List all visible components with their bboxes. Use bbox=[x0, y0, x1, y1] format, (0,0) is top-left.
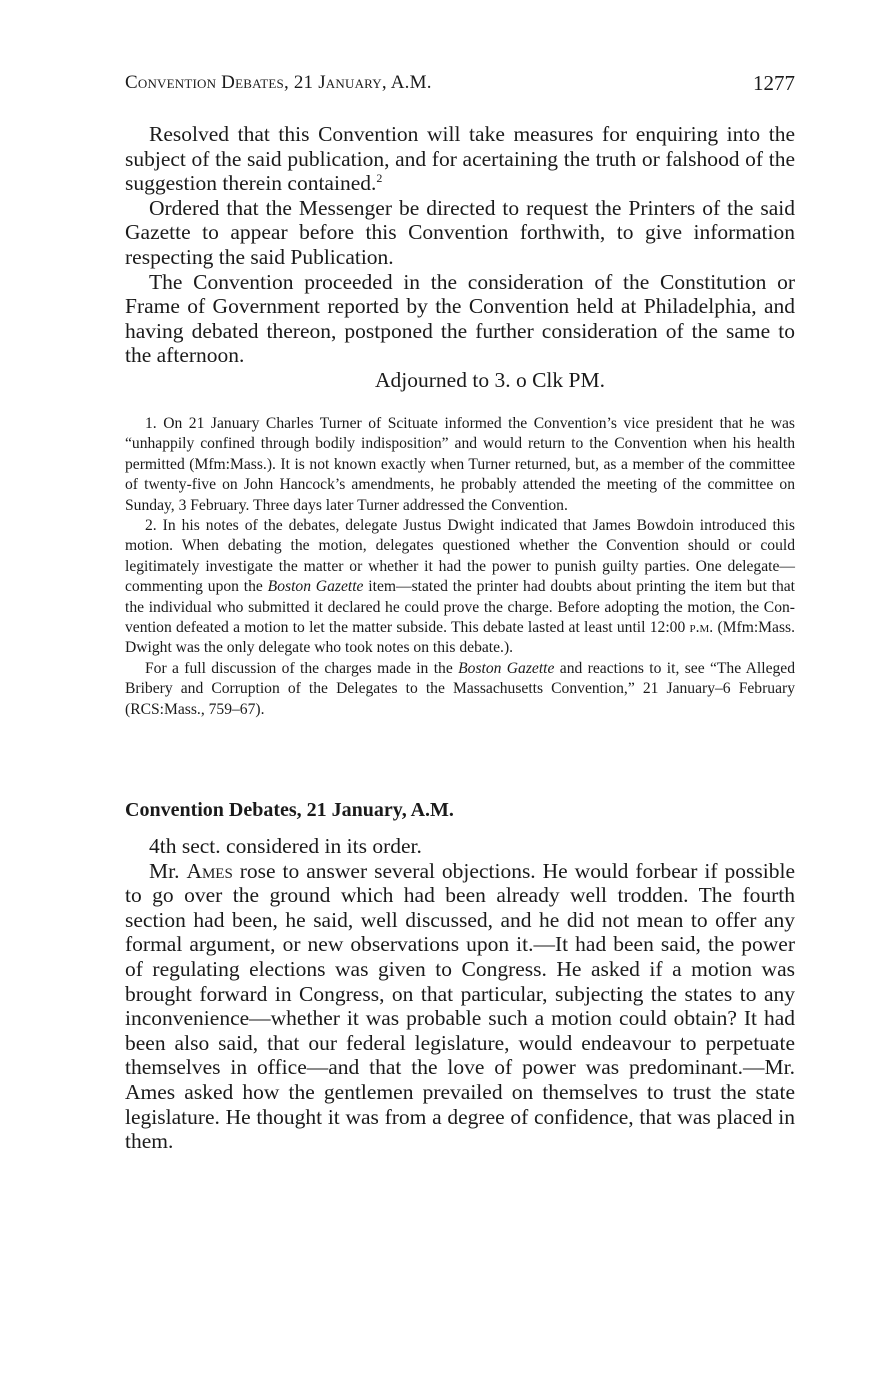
resolution-text: Resolved that this Convention will take measures for enquiring into the subject of the said publication, and for acertaining the truth or falshood of the suggestion therein contained. bbox=[125, 122, 795, 196]
footnote-3 bbox=[125, 659, 795, 720]
footnote-2 bbox=[125, 516, 795, 659]
resolution-paragraph bbox=[125, 122, 795, 196]
section-heading: Convention Debates, 21 January, A.M. bbox=[125, 799, 454, 821]
footnote-3-text-b: and reactions to it, see “The Alleged Bribery and Corruption of the Delegates to the Massachusetts Convention,” 21 January–6 February (RCS:Mass., 759–67). bbox=[125, 659, 796, 718]
speaker-name: Ames bbox=[186, 858, 233, 883]
footnote-1: 1. On 21 January Charles Turner of Scituate informed the Convention’s vice president that he was “unhappily confined through bodily indisposition” and would return to the Convention when his health permitted (Mfm:Mass.). It is not known exactly when Turner returned, but, as a member of the committee of twenty-five on John Hancock’s amendments, he probably attended the meeting of the committee on Sunday, 3 February. Three days later Turner addressed the Convention. bbox=[125, 415, 795, 514]
footnote-ref-2: 2 bbox=[376, 171, 383, 186]
footnotes bbox=[125, 414, 795, 720]
page-number: 1277 bbox=[753, 71, 795, 95]
running-head-title: Convention Debates, 21 January, A.M. bbox=[125, 72, 432, 93]
order-paragraph: Ordered that the Messenger be directed to request the Printers of the said Gazette to appear before this Convention forthwith, to give information respecting the said Publication. bbox=[125, 195, 795, 269]
debates-p2-text: rose to answer several objections. He would forbear if possible to go over the ground which had been already well trodden. The fourth section had been, he said, well discussed, and he did not mean to offer any formal argument, or new observations upon it.—It had been said, the power of regulating elections was given to Congress. He asked if a motion was brought forward in Congress, on that particular, subjecting the states to any inconvenience—whether it was probable such a motion could obtain? It had been also said, that our federal legislature, would endeavour to perpetuate themselves in office—and that the love of power was predominant.—Mr. Ames asked how the gentlemen prevailed on themselves to trust the state legislature. He thought it was from a degree of confidence, that was placed in them. bbox=[125, 858, 795, 1154]
consideration-paragraph: The Convention proceeded in the consideration of the Constitution or Frame of Government reported by the Convention held at Philadelphia, and having debated thereon, postponed the further consideration of the same to the afternoon. bbox=[125, 269, 795, 368]
debates-paragraph-2 bbox=[125, 859, 795, 1154]
footnote-2-text-b: item—stated the printer had doubts about printing the item but that the individual who submitted it declared he could prove the charge. Before adopting the motion, the Convention defeated a motion to let the matter subside. This debate lasted at least until 12:00 bbox=[125, 578, 795, 637]
footnote-2-pm: p.m. bbox=[689, 619, 714, 637]
running-head bbox=[125, 70, 795, 96]
adjournment-line: Adjourned to 3. o Clk PM. bbox=[375, 367, 605, 392]
debates-text bbox=[125, 834, 795, 1154]
footnote-2-text-a: 2. In his notes of the debates, delegate Justus Dwight indicated that James Bowdoin introduced this motion. When debating the motion, delegates questioned whether the Convention should or could legitimately investigate the matter or whether it had the power to punish guilty parties. One delegate—commenting upon the bbox=[125, 517, 795, 596]
proceedings-text bbox=[125, 122, 795, 393]
footnote-2-italic: Boston Gazette bbox=[267, 578, 364, 596]
footnote-3-text-a: For a full discussion of the charges made in the bbox=[145, 659, 459, 677]
debates-p2-prefix: Mr. bbox=[149, 858, 187, 883]
footnote-3-italic: Boston Gazette bbox=[458, 659, 555, 677]
debates-paragraph-1: 4th sect. considered in its order. bbox=[149, 834, 422, 858]
footnote-2-text-c: (Mfm:Mass. Dwight was the only delegate who took notes on this debate.). bbox=[125, 619, 795, 657]
